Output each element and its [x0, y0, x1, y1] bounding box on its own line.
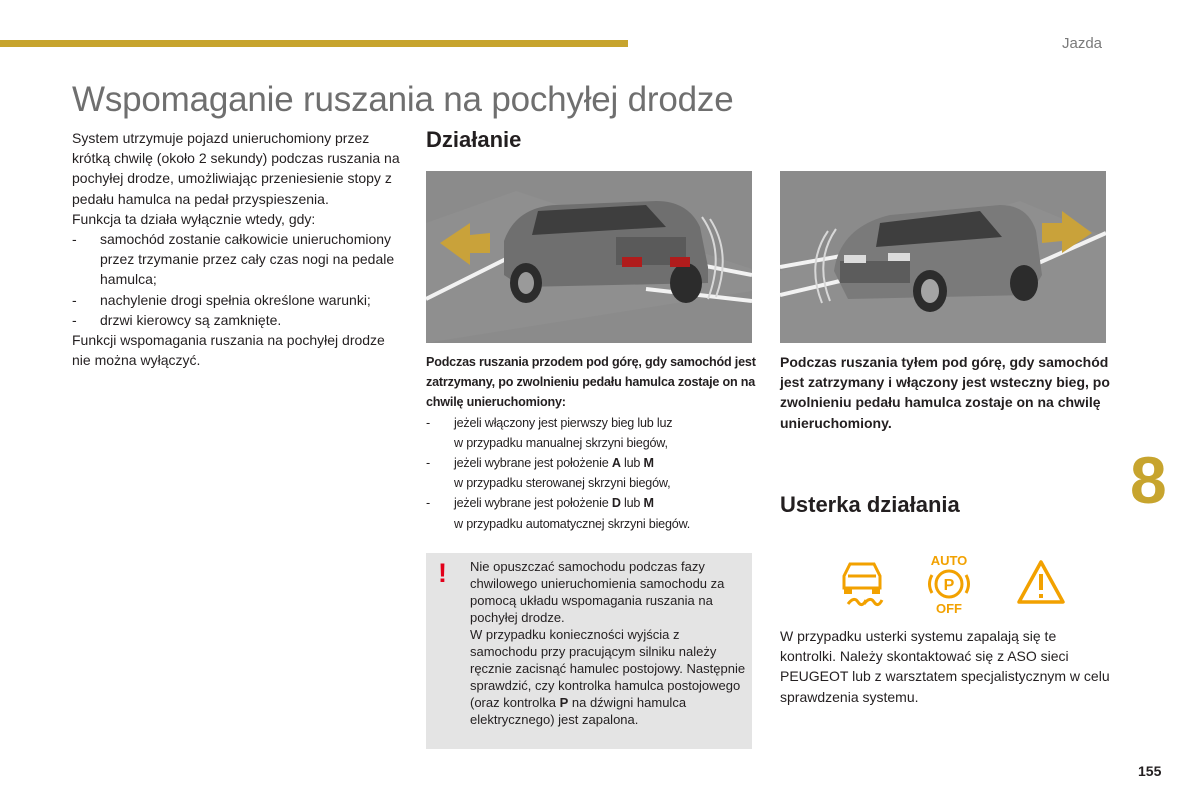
list-item: - jeżeli wybrane jest położenie D lub M w przypadku automatycznej skrzyni biegów. — [426, 496, 691, 531]
reverse-caption: Podczas ruszania tyłem pod górę, gdy samochód jest zatrzymany i włączony jest wsteczny bieg, po zwolnieniu pedału hamulca zostaje on na chwilę unieruchomiony. — [780, 354, 1110, 431]
header-accent-bar — [0, 40, 628, 47]
list-item: - drzwi kierowcy są zamknięte. — [72, 311, 282, 328]
svg-text:AUTO: AUTO — [930, 553, 968, 568]
exclamation-icon: ! — [438, 558, 447, 588]
forward-caption-lead: Podczas ruszania przodem pod górę, gdy samochód jest zatrzymany, po zwolnieniu pedału hamulca zostaje on na chwilę unieruchomiony: — [426, 355, 756, 410]
svg-text:P: P — [943, 577, 955, 594]
intro-text — [72, 128, 402, 370]
hill-start-reverse-illustration — [780, 171, 1106, 343]
list-item: - jeżeli wybrane jest położenie A lub M w przypadku sterowanej skrzyni biegów, — [426, 456, 671, 491]
hill-start-forward-illustration — [426, 171, 752, 343]
section-label: Jazda — [1062, 35, 1103, 52]
list-item: - nachylenie drogi spełnia określone warunki; — [72, 291, 371, 308]
esp-skid-icon — [836, 556, 888, 608]
intro-conditions-lead: Funkcja ta działa wyłącznie wtedy, gdy: — [72, 210, 316, 227]
operation-heading: Działanie — [426, 127, 522, 152]
fault-heading: Usterka działania — [780, 492, 960, 517]
intro-paragraph: Funkcji wspomagania ruszania na pochyłej drodze nie można wyłączyć. — [72, 332, 385, 369]
page-number: 155 — [1138, 763, 1162, 779]
list-item: - samochód zostanie całkowicie unieruchomiony przez trzymanie przez cały czas nogi na pedale hamulca; — [72, 231, 395, 288]
svg-text:OFF: OFF — [936, 601, 962, 615]
list-item: - jeżeli włączony jest pierwszy bieg lub luz w przypadku manualnej skrzyni biegów, — [426, 415, 673, 450]
warning-triangle-icon — [1016, 558, 1066, 606]
warning-text: Nie opuszczać samochodu podczas fazy chwilowego unieruchomienia samochodu za pomocą układu wspomagania ruszania na pochyłej drodze. W przypadku konieczności wyjścia z samochodu przy pracującym silniku należy ręcznie zacisnąć hamulec postojowy. Następnie sprawdzić, czy kontrolka hamulca postojowego (oraz kontrolka P na dźwigni hamulca elektrycznego) jest zapalona. — [470, 559, 746, 727]
forward-caption — [426, 352, 756, 534]
fault-text: W przypadku usterki systemu zapalają się te kontrolki. Należy skontaktować się z ASO sieci PEUGEOT lub z warsztatem specjalistycznym w celu sprawdzenia systemu. — [780, 628, 1110, 705]
auto-p-off-icon — [922, 553, 976, 615]
page-title: Wspomaganie ruszania na pochyłej drodze — [72, 80, 734, 119]
intro-paragraph: System utrzymuje pojazd unieruchomiony przez krótką chwilę (około 2 sekundy) podczas ruszania na pochyłej drodze, umożliwiając przeniesienie stopy z pedału hamulca na pedał przyspieszenia. — [72, 130, 400, 207]
chapter-number: 8 — [1130, 443, 1167, 517]
